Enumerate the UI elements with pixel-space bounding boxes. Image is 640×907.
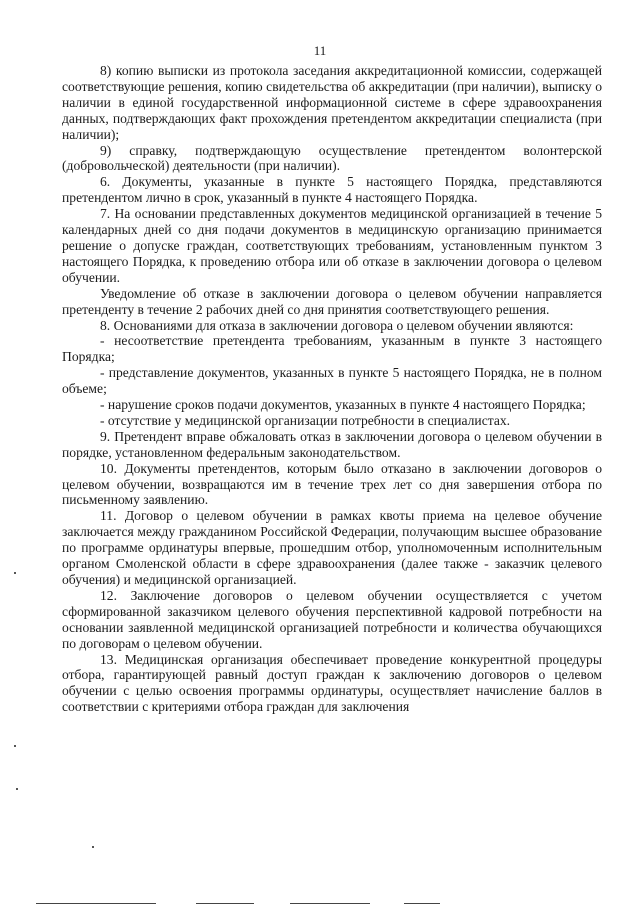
paragraph-point-6: 6. Документы, указанные в пункте 5 настоящего Порядка, представляются претендентом лично в срок, указанный в пункте 4 настоящего Порядка. (62, 174, 602, 206)
page-number: 11 (313, 43, 327, 58)
scan-speck (92, 846, 94, 848)
scan-edge-line (290, 903, 370, 904)
scan-speck (14, 572, 16, 574)
list-item-reason-2: - представление документов, указанных в пункте 5 настоящего Порядка, не в полном объеме; (62, 365, 602, 397)
paragraph-point-7: 7. На основании представленных документов медицинской организацией в течение 5 календарных дней со дня подачи документов в медицинскую организацию принимается решение о допуске граждан, соответствующих требованиям, установленным пунктом 3 настоящего Порядка, к проведению отбора или об отказе в заключении договора о целевом обучении. (62, 206, 602, 285)
paragraph-point-13: 13. Медицинская организация обеспечивает проведение конкурентной процедуры отбора, гарантирующей равный доступ граждан к заключению договоров о целевом обучении с целью освоения программы ординатуры, осуществляет начисление баллов в соответствии с критериями отбора граждан для заключения (62, 651, 602, 715)
paragraph-point-9: 9. Претендент вправе обжаловать отказ в заключении договора о целевом обучении в порядке, установленном федеральным законодательством. (62, 428, 602, 460)
paragraph-point-12: 12. Заключение договоров о целевом обучении осуществляется с учетом сформированной заказчиком целевого обучения перспективной кадровой потребности на основании заявленной медицинской организацией потребности и количества обучающихся по договорам о целевом обучении. (62, 587, 602, 651)
paragraph-point-8: 8. Основаниями для отказа в заключении договора о целевом обучении являются: (100, 317, 574, 333)
paragraph-refusal-notice: Уведомление об отказе в заключении договора о целевом обучении направляется претенденту в течение 2 рабочих дней со дня принятия соответствующего решения. (62, 285, 602, 317)
scan-edge-line (36, 903, 156, 904)
scan-speck (16, 788, 18, 790)
document-body (62, 63, 602, 715)
paragraph-point-11: 11. Договор о целевом обучении в рамках квоты приема на целевое обучение заключается между гражданином Российской Федерации, получающим высшее образование по программе ординатуры впервые, прошедшим отбор, уполномоченным исполнительным органом Смоленской области в сфере здравоохранения (далее также - заказчик целевого обучения) и медицинской организацией. (62, 508, 602, 587)
list-item-reason-1: - несоответствие претендента требованиям, указанным в пункте 3 настоящего Порядка; (62, 333, 602, 365)
scan-edge-line (404, 903, 440, 904)
list-item-reason-3: - нарушение сроков подачи документов, указанных в пункте 4 настоящего Порядка; (100, 397, 586, 413)
paragraph-item-8: 8) копию выписки из протокола заседания аккредитационной комиссии, содержащей соответствующие решения, копию свидетельства об аккредитации (при наличии), выписку о наличии в единой государственной информационной системе в сфере здравоохранения данных, подтверждающих факт прохождения претендентом аккредитации специалиста (при наличии); (62, 63, 602, 142)
scan-edge-line (196, 903, 254, 904)
scan-speck (14, 745, 16, 747)
list-item-reason-4: - отсутствие у медицинской организации потребности в специалистах. (100, 412, 511, 428)
paragraph-point-10: 10. Документы претендентов, которым было отказано в заключении договоров о целевом обучении, возвращаются им в течение трех лет со дня завершения отбора по письменному заявлению. (62, 460, 602, 508)
paragraph-item-9: 9) справку, подтверждающую осуществление претендентом волонтерской (добровольческой) деятельности (при наличии). (62, 142, 602, 174)
